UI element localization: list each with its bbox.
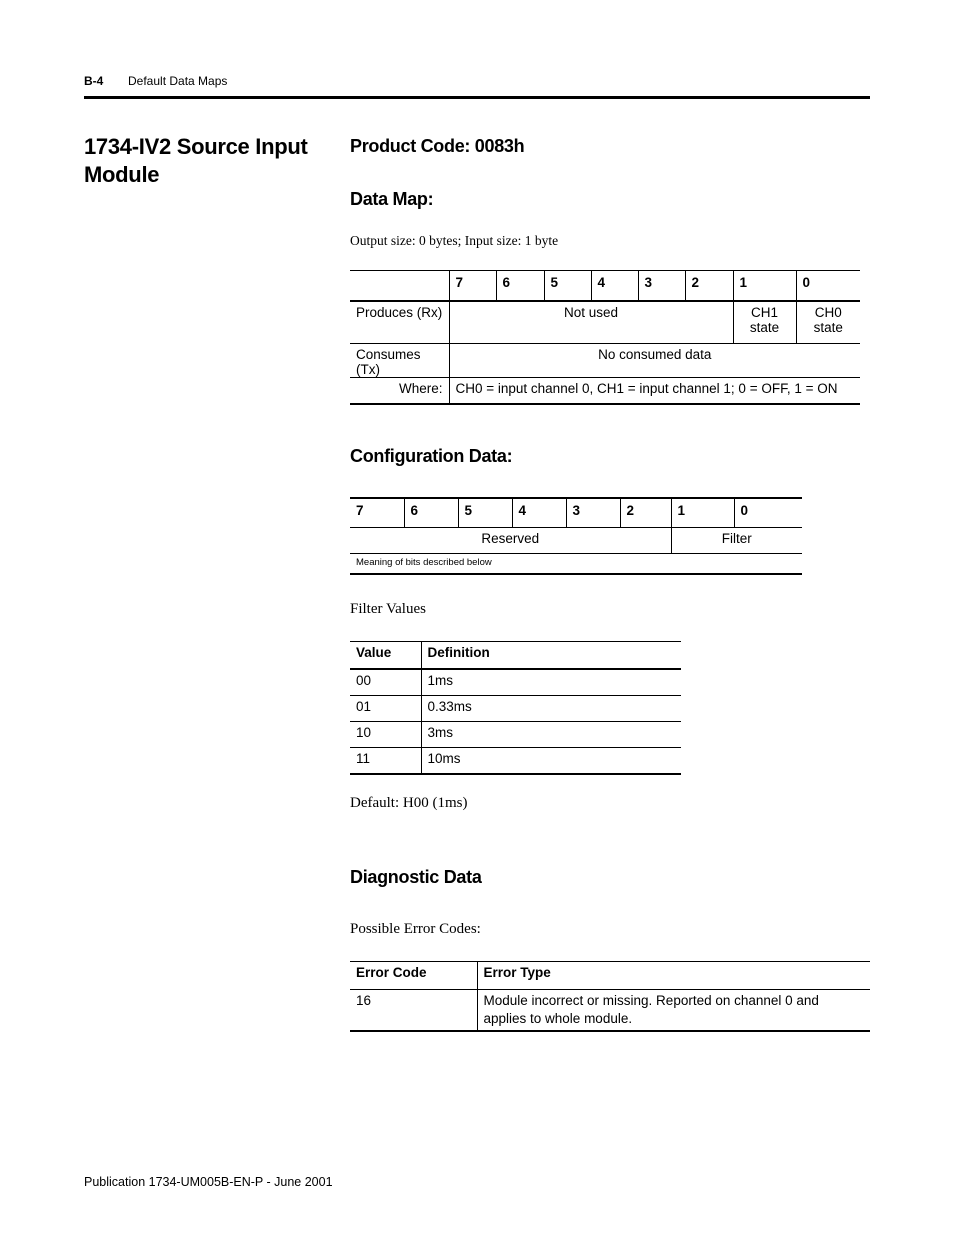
- row-label: Produces (Rx): [350, 301, 449, 344]
- diagnostic-heading: Diagnostic Data: [350, 867, 482, 887]
- bit-header-row: [350, 271, 860, 302]
- configuration-heading: Configuration Data:: [350, 446, 513, 466]
- not-used-cell: Not used: [449, 301, 733, 344]
- filter-default-text: Default: H00 (1ms): [350, 795, 468, 811]
- bit-header: 2: [685, 271, 733, 302]
- bit-header: 0: [796, 271, 860, 302]
- config-note: Meaning of bits described below: [350, 554, 802, 575]
- row-label: Where:: [350, 378, 449, 405]
- header-rule: [84, 96, 870, 99]
- bit-header: 5: [458, 498, 512, 528]
- table-header-row: [350, 962, 870, 990]
- filter-value: 01: [350, 696, 421, 722]
- config-field-row: [350, 528, 802, 554]
- configuration-table: [350, 497, 802, 575]
- filter-value: 10: [350, 722, 421, 748]
- data-map-table: [350, 270, 860, 405]
- config-note-row: [350, 554, 802, 575]
- consumes-row: [350, 344, 860, 378]
- column-header: Error Code: [350, 962, 477, 990]
- table-row: [350, 669, 681, 696]
- bit-header: 6: [496, 271, 544, 302]
- where-row: [350, 378, 860, 405]
- no-consumed-cell: No consumed data: [449, 344, 860, 378]
- table-row: [350, 748, 681, 775]
- publication-footer: Publication 1734-UM005B-EN-P - June 2001: [84, 1175, 333, 1189]
- filter-definition: 10ms: [421, 748, 681, 775]
- filter-values-caption: Filter Values: [350, 601, 426, 617]
- bit-header: 1: [733, 271, 796, 302]
- bit-header: 7: [350, 498, 404, 528]
- bit-header: 5: [544, 271, 591, 302]
- bit-header: 3: [638, 271, 685, 302]
- column-header: Error Type: [477, 962, 870, 990]
- bit-header: 1: [671, 498, 734, 528]
- io-size-text: Output size: 0 bytes; Input size: 1 byte: [350, 233, 559, 248]
- running-header: Default Data Maps: [128, 74, 228, 88]
- filter-definition: 3ms: [421, 722, 681, 748]
- page-number: B-4: [84, 74, 104, 88]
- filter-definition: 0.33ms: [421, 696, 681, 722]
- filter-value: 11: [350, 748, 421, 775]
- table-row: [350, 696, 681, 722]
- error-codes-table: [350, 961, 870, 1032]
- error-type: Module incorrect or missing. Reported on channel 0 and applies to whole module.: [477, 990, 870, 1032]
- row-label: Consumes (Tx): [350, 344, 449, 378]
- bit-header: 6: [404, 498, 458, 528]
- product-code-heading: Product Code: 0083h: [350, 136, 525, 156]
- module-title: 1734-IV2 Source Input Module: [84, 134, 308, 187]
- filter-values-table: [350, 641, 681, 775]
- bit-header: 3: [566, 498, 620, 528]
- reserved-cell: Reserved: [350, 528, 671, 554]
- error-codes-caption: Possible Error Codes:: [350, 921, 481, 937]
- column-header: Definition: [421, 642, 681, 670]
- data-map-heading: Data Map:: [350, 189, 434, 209]
- ch1-state-cell: CH1 state: [733, 301, 796, 344]
- table-row: [350, 990, 870, 1032]
- error-code: 16: [350, 990, 477, 1032]
- produces-row: [350, 301, 860, 344]
- filter-definition: 1ms: [421, 669, 681, 696]
- ch0-state-cell: CH0 state: [796, 301, 860, 344]
- filter-cell: Filter: [671, 528, 802, 554]
- bit-header: 2: [620, 498, 671, 528]
- bit-header: 4: [512, 498, 566, 528]
- where-text: CH0 = input channel 0, CH1 = input channel 1; 0 = OFF, 1 = ON: [449, 378, 860, 405]
- filter-value: 00: [350, 669, 421, 696]
- bit-header: 4: [591, 271, 638, 302]
- table-header-row: [350, 642, 681, 670]
- table-row: [350, 722, 681, 748]
- bit-header: 7: [449, 271, 496, 302]
- bit-header-row: [350, 498, 802, 528]
- bit-header: 0: [734, 498, 802, 528]
- column-header: Value: [350, 642, 421, 670]
